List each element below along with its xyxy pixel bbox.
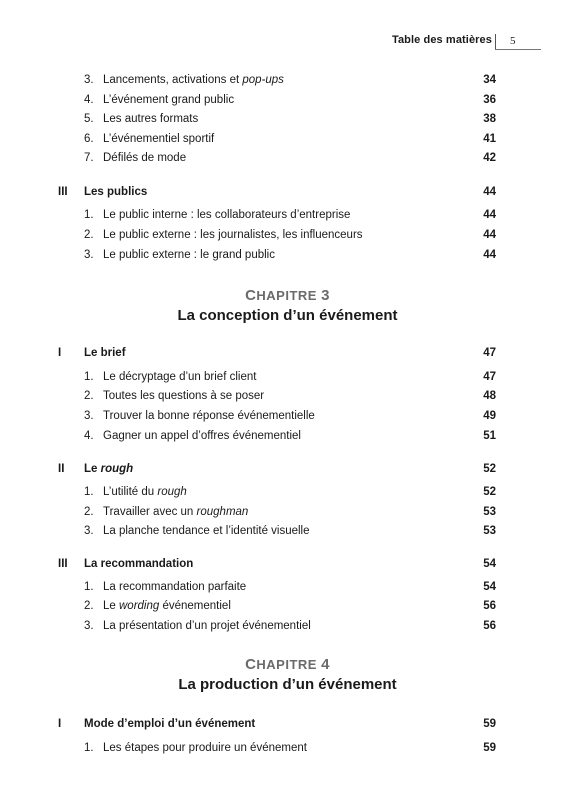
toc-section-label: Mode d’emploi d’un événement — [84, 718, 256, 730]
toc-section-roman: III — [58, 558, 68, 570]
toc-entry-number: 3. — [84, 74, 94, 86]
toc-entry-page: 38 — [483, 113, 496, 125]
toc-entry-number: 2. — [84, 390, 94, 402]
toc-entry-page: 49 — [483, 410, 496, 422]
toc-entry-label: L’événementiel sportif — [103, 133, 215, 145]
toc-entry-page: 53 — [483, 525, 496, 537]
toc-section-page: 52 — [483, 463, 496, 475]
toc-entry-label: Les autres formats — [103, 113, 199, 125]
toc-entry[interactable] — [0, 229, 575, 245]
toc-entry[interactable] — [0, 742, 575, 758]
toc-entry[interactable] — [0, 620, 575, 636]
toc-entry-label: L’événement grand public — [103, 94, 235, 106]
toc-entry[interactable] — [0, 506, 575, 522]
toc-entry-number: 5. — [84, 113, 94, 125]
toc-entry-label: Travailler avec un roughman — [103, 506, 249, 518]
toc-entry[interactable] — [0, 152, 575, 168]
toc-entry-number: 3. — [84, 525, 94, 537]
toc-entry[interactable] — [0, 133, 575, 149]
chapter-heading — [0, 656, 575, 695]
toc-section-roman: I — [58, 718, 62, 730]
toc-entry-number: 1. — [84, 209, 94, 221]
toc-entry-number: 3. — [84, 410, 94, 422]
page-number: 5 — [510, 35, 516, 47]
toc-entry[interactable] — [0, 430, 575, 446]
toc-entry-label: Défilés de mode — [103, 152, 187, 164]
toc-entry-number: 2. — [84, 600, 94, 612]
toc-entry-page: 53 — [483, 506, 496, 518]
toc-entry[interactable] — [0, 390, 575, 406]
toc-entry-label: Le décryptage d’un brief client — [103, 371, 257, 383]
toc-entry[interactable] — [0, 525, 575, 541]
toc-entry-number: 3. — [84, 620, 94, 632]
chapter-heading — [0, 287, 575, 326]
toc-entry-label: Le public interne : les collaborateurs d’entreprise — [103, 209, 351, 221]
toc-entry-page: 59 — [483, 742, 496, 754]
toc-entry[interactable] — [0, 581, 575, 597]
toc-entry-number: 1. — [84, 486, 94, 498]
toc-entry-page: 44 — [483, 249, 496, 261]
toc-entry-label: Le wording événementiel — [103, 600, 231, 612]
toc-entry-page: 36 — [483, 94, 496, 106]
toc-entry-label: Les étapes pour produire un événement — [103, 742, 307, 754]
toc-section[interactable] — [0, 463, 575, 479]
toc-entry[interactable] — [0, 371, 575, 387]
toc-section[interactable] — [0, 186, 575, 202]
toc-entry-label: Lancements, activations et pop-ups — [103, 74, 284, 86]
toc-section-label: La recommandation — [84, 558, 194, 570]
toc-entry-number: 1. — [84, 742, 94, 754]
toc-section-label: Les publics — [84, 186, 148, 198]
toc-entry-number: 6. — [84, 133, 94, 145]
toc-entry-page: 56 — [483, 620, 496, 632]
toc-entry[interactable] — [0, 410, 575, 426]
toc-entry-page: 34 — [483, 74, 496, 86]
toc-entry-number: 2. — [84, 229, 94, 241]
toc-entry-page: 42 — [483, 152, 496, 164]
toc-entry[interactable] — [0, 600, 575, 616]
toc-entry-page: 44 — [483, 209, 496, 221]
toc-entry[interactable] — [0, 94, 575, 110]
toc-entry-page: 54 — [483, 581, 496, 593]
toc-entry[interactable] — [0, 113, 575, 129]
toc-entry[interactable] — [0, 74, 575, 90]
toc-section-page: 44 — [483, 186, 496, 198]
toc-entry-page: 52 — [483, 486, 496, 498]
toc-entry-number: 7. — [84, 152, 94, 164]
toc-entry-number: 1. — [84, 581, 94, 593]
running-head-title: Table des matières — [391, 34, 492, 46]
toc-entry-number: 2. — [84, 506, 94, 518]
toc-entry[interactable] — [0, 209, 575, 225]
toc-entry-label: L’utilité du rough — [103, 486, 187, 498]
toc-entry-page: 44 — [483, 229, 496, 241]
toc-entry-page: 47 — [483, 371, 496, 383]
toc-section-page: 47 — [483, 347, 496, 359]
chapter-title: La conception d’un événement — [177, 307, 398, 324]
toc-entry-label: Le public externe : les journalistes, les influenceurs — [103, 229, 363, 241]
toc-entry-label: La présentation d’un projet événementiel — [103, 620, 311, 632]
toc-entry-number: 1. — [84, 371, 94, 383]
toc-section-label: Le brief — [84, 347, 126, 359]
toc-entry-label: Trouver la bonne réponse événementielle — [103, 410, 315, 422]
toc-entry-label: Toutes les questions à se poser — [103, 390, 265, 402]
toc-entry[interactable] — [0, 486, 575, 502]
toc-section[interactable] — [0, 558, 575, 574]
chapter-label: CHAPITRE 3 — [245, 287, 330, 304]
toc-section-label: Le rough — [84, 463, 134, 475]
toc-entry-number: 3. — [84, 249, 94, 261]
toc-section-page: 59 — [483, 718, 496, 730]
toc-entry-page: 48 — [483, 390, 496, 402]
toc-section-roman: III — [58, 186, 68, 198]
toc-section-roman: II — [58, 463, 65, 475]
toc-entry-number: 4. — [84, 94, 94, 106]
toc-section[interactable] — [0, 347, 575, 363]
toc-entry-label: La recommandation parfaite — [103, 581, 247, 593]
toc-entry[interactable] — [0, 249, 575, 265]
chapter-title: La production d’un événement — [178, 676, 397, 693]
toc-entry-label: Le public externe : le grand public — [103, 249, 275, 261]
toc-entry-page: 51 — [483, 430, 496, 442]
toc-entry-number: 4. — [84, 430, 94, 442]
toc-entry-page: 41 — [483, 133, 496, 145]
toc-entry-label: La planche tendance et l’identité visuelle — [103, 525, 310, 537]
toc-section[interactable] — [0, 718, 575, 734]
chapter-label: CHAPITRE 4 — [245, 656, 330, 673]
toc-entry-page: 56 — [483, 600, 496, 612]
toc-entry-label: Gagner un appel d’offres événementiel — [103, 430, 301, 442]
toc-section-roman: I — [58, 347, 62, 359]
toc-section-page: 54 — [483, 558, 496, 570]
